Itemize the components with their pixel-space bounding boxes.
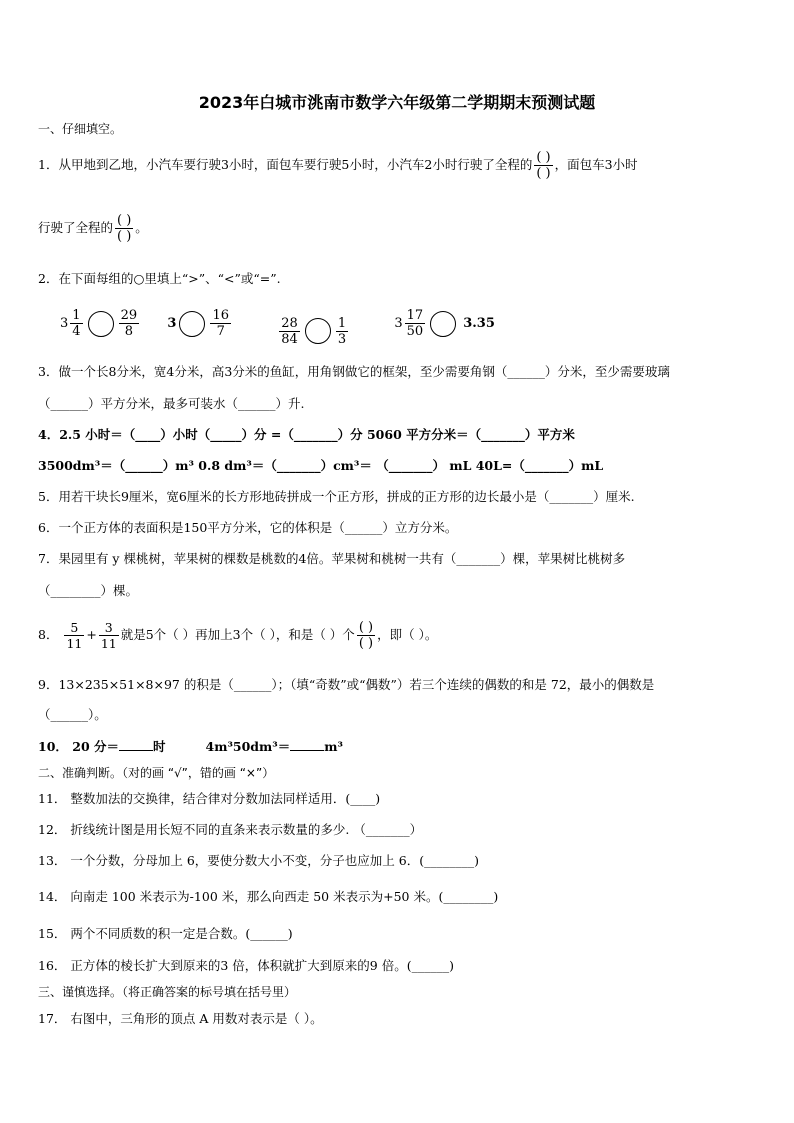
question-17: 17． 右图中，三角形的顶点 A 用数对表示是（ ）。 xyxy=(38,1011,323,1026)
answer-blank[interactable] xyxy=(119,738,153,751)
fraction-denominator-blank: ( ) xyxy=(536,166,551,181)
fraction xyxy=(70,308,82,339)
numerator: 17 xyxy=(406,308,424,323)
question-1-line-1 xyxy=(38,150,764,181)
question-11: 11． 整数加法的交换律，结合律对分数加法同样适用．(____) xyxy=(38,791,381,806)
question-1-text-d: 。 xyxy=(135,220,148,235)
question-16: 16． 正方体的棱长扩大到原来的3 倍，体积就扩大到原来的9 倍。(______) xyxy=(38,958,454,973)
mixed-whole: 3 xyxy=(394,315,403,331)
fraction xyxy=(405,308,426,339)
question-3-line-1: 3．做一个长8分米，宽4分米，高3分米的鱼缸，用角钢做它的框架，至少需要角钢（______）分米，至少需要玻璃 xyxy=(38,364,670,379)
fraction-numerator-blank: ( ) xyxy=(117,213,132,228)
question-4-line-1: 4．2.5 小时＝（____）小时（_____）分 =（_______）分 5060 平方分米＝（_______）平方米 xyxy=(38,427,575,442)
numerator: 29 xyxy=(120,308,138,323)
question-8-fraction-blank xyxy=(357,620,375,651)
denominator: 11 xyxy=(100,636,117,651)
numerator: 3 xyxy=(99,620,119,636)
question-1-text-c: 行驶了全程的 xyxy=(38,220,114,235)
fraction xyxy=(64,620,84,651)
question-10-text-b: 时 xyxy=(153,739,166,754)
question-2-text: 2．在下面每组的○里填上“>”、“<”或“=”. xyxy=(38,271,281,286)
fraction-denominator-blank: ( ) xyxy=(117,229,132,244)
question-8-end: ，即（ ）。 xyxy=(377,627,438,642)
fraction xyxy=(279,316,300,347)
denominator: 8 xyxy=(124,324,133,339)
question-6: 6．一个正方体的表面积是150平方分米，它的体积是（______）立方分米。 xyxy=(38,520,458,535)
denominator: 4 xyxy=(72,324,81,339)
denominator: 50 xyxy=(406,324,424,339)
numerator: 28 xyxy=(281,315,298,331)
page-title: 2023年白城市洮南市数学六年级第二学期期末预测试题 xyxy=(198,93,596,112)
numerator: 16 xyxy=(212,308,229,323)
question-13: 13． 一个分数，分母加上 6，要使分数大小不变，分子也应加上 6．(________) xyxy=(38,853,479,868)
section-2-heading: 二、准确判断。（对的画 “√”，错的画 “×”） xyxy=(38,766,275,780)
compare-circle-3[interactable] xyxy=(305,318,331,344)
denominator: 3 xyxy=(337,331,347,347)
question-1-text-a: 1．从甲地到乙地，小汽车要行驶3小时，面包车要行驶5小时，小汽车2小时行驶了全程的 xyxy=(38,157,533,172)
fraction-numerator-blank: ( ) xyxy=(536,150,551,165)
question-2-comparisons xyxy=(60,308,764,347)
question-8 xyxy=(38,620,764,651)
denominator: 11 xyxy=(66,636,83,651)
comparison-group-2 xyxy=(167,308,233,339)
question-14: 14． 向南走 100 米表示为-100 米，那么向西走 50 米表示为+50 米。(________) xyxy=(38,889,499,904)
answer-blank[interactable] xyxy=(290,738,324,751)
comparison-group-3 xyxy=(277,316,350,347)
question-3-line-2: （______）平方分米，最多可装水（______）升. xyxy=(38,396,305,411)
question-1-fraction-blank-1 xyxy=(534,150,552,181)
question-8-text: 就是5个（ ）再加上3个（ ），和是（ ）个 xyxy=(120,627,355,642)
question-10-text-c: 4m³50dm³＝ xyxy=(205,739,291,754)
compare-circle-2[interactable] xyxy=(179,311,205,337)
section-3-heading: 三、谨慎选择。（将正确答案的标号填在括号里） xyxy=(38,985,297,999)
question-9-line-1: 9．13×235×51×8×97 的积是（______）；（填“奇数”或“偶数”）若三个连续的偶数的和是 72，最小的偶数是 xyxy=(38,677,655,692)
fraction xyxy=(99,620,119,651)
denominator: 84 xyxy=(281,331,298,347)
compare-circle-1[interactable] xyxy=(88,311,114,337)
question-1-fraction-blank-2 xyxy=(115,213,133,244)
question-9-line-2: （______）。 xyxy=(38,707,107,722)
question-1-text-b: ，面包车3小时 xyxy=(554,157,638,172)
question-1-line-2 xyxy=(38,213,764,244)
question-4-line-2: 3500dm³＝（______）m³ 0.8 dm³＝（_______）cm³＝ （_______） mL 40L=（_______）mL xyxy=(38,458,604,473)
comparison-group-4 xyxy=(394,308,495,339)
fraction xyxy=(336,316,348,347)
question-10-text-a: 10． 20 分＝ xyxy=(38,739,119,754)
compare-circle-4[interactable] xyxy=(430,311,456,337)
question-7-line-1: 7．果园里有 y 棵桃树，苹果树的棵数是桃数的4倍。苹果树和桃树一共有（_______）棵，苹果树比桃树多 xyxy=(38,551,626,566)
question-number: 8． xyxy=(38,627,59,642)
mixed-whole: 3 xyxy=(60,315,69,331)
numerator: 1 xyxy=(72,308,81,323)
denominator: 7 xyxy=(216,324,225,339)
question-12: 12． 折线统计图是用长短不同的直条来表示数量的多少. （_______） xyxy=(38,822,423,837)
question-5: 5．用若干块长9厘米，宽6厘米的长方形地砖拼成一个正方形，拼成的正方形的边长最小是（_______）厘米. xyxy=(38,489,635,504)
question-15: 15． 两个不同质数的积一定是合数。(______) xyxy=(38,926,293,941)
fraction xyxy=(119,308,140,339)
plus-sign: + xyxy=(86,627,97,642)
numerator: 1 xyxy=(337,315,347,331)
fraction-numerator-blank: ( ) xyxy=(358,620,374,635)
fraction-denominator-blank: ( ) xyxy=(358,636,374,651)
numerator: 5 xyxy=(64,620,84,636)
question-10 xyxy=(38,738,764,756)
fraction xyxy=(210,308,231,339)
comparison-group-1 xyxy=(60,308,141,339)
section-1-heading: 一、仔细填空。 xyxy=(38,122,123,136)
question-7-line-2: （________）棵。 xyxy=(38,583,139,598)
decimal-number: 3.35 xyxy=(463,315,495,331)
question-10-text-d: m³ xyxy=(324,739,343,754)
number: 3 xyxy=(167,315,177,331)
